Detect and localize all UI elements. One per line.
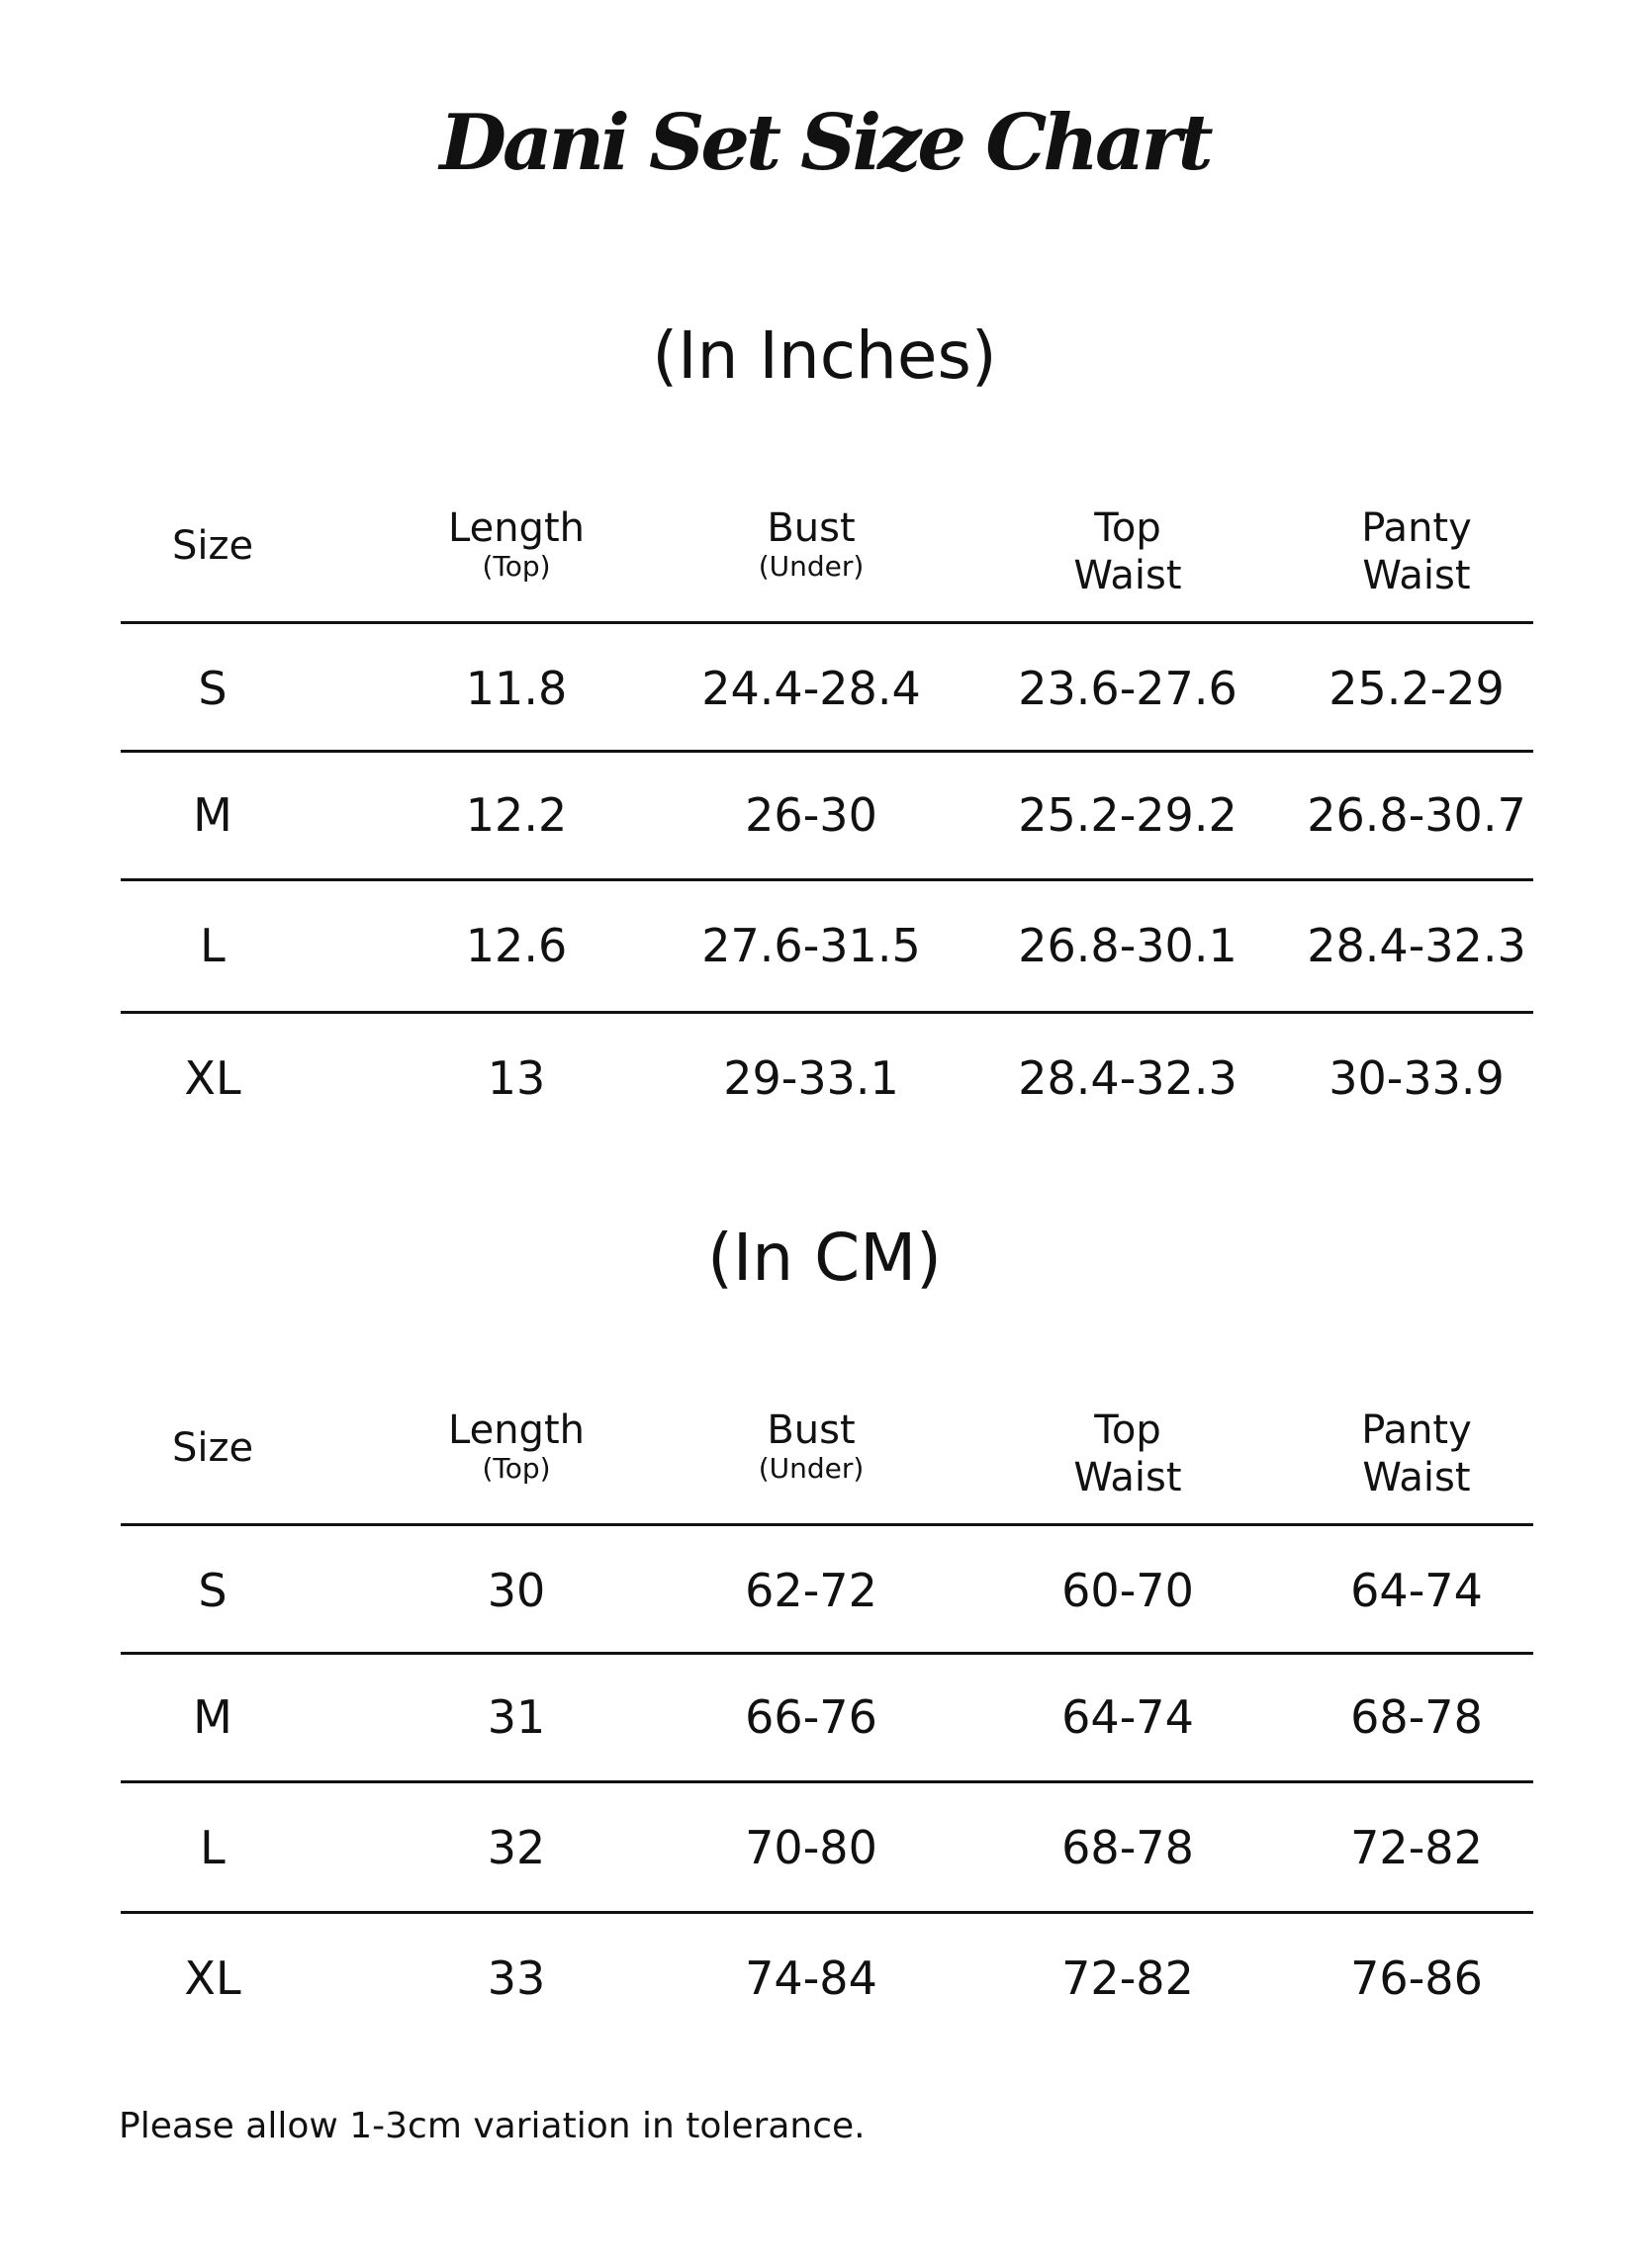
table-divider [121, 1523, 1533, 1526]
column-header-bust [759, 1406, 865, 1484]
inches-heading: (In Inches) [652, 318, 997, 394]
table-cell-bust: 62-72 [745, 1564, 877, 1617]
table-cell-bust: 26-30 [745, 788, 877, 842]
table-cell-top-waist: 23.6-27.6 [1018, 662, 1237, 715]
table-cell-size: XL [184, 1951, 241, 2005]
column-header-label: Size [171, 523, 254, 569]
table-cell-top-waist: 28.4-32.3 [1018, 1051, 1237, 1105]
column-header-label: Top Waist [1073, 505, 1182, 598]
tolerance-note: Please allow 1-3cm variation in tolerance. [119, 2106, 866, 2146]
table-cell-top-waist: 25.2-29.2 [1018, 788, 1237, 842]
table-divider [121, 1652, 1533, 1655]
column-header-label: Bust [767, 505, 856, 551]
column-header-bust [759, 504, 865, 582]
table-cell-size: S [198, 662, 228, 715]
table-cell-length: 33 [487, 1951, 546, 2005]
table-cell-length: 11.8 [465, 662, 568, 715]
table-cell-length: 13 [487, 1051, 546, 1105]
column-header-label: Panty Waist [1361, 1407, 1472, 1500]
table-cell-size: M [193, 788, 232, 842]
table-cell-bust: 70-80 [745, 1821, 877, 1874]
column-header-label: Length [448, 1407, 585, 1453]
table-cell-size: L [200, 919, 226, 972]
table-cell-top-waist: 72-82 [1061, 1951, 1194, 2005]
table-cell-panty-waist: 26.8-30.7 [1307, 788, 1526, 842]
table-divider [121, 621, 1533, 624]
table-cell-top-waist: 60-70 [1061, 1564, 1194, 1617]
table-cell-panty-waist: 64-74 [1350, 1564, 1483, 1617]
column-header-size [172, 1424, 253, 1472]
column-header-label: Bust [767, 1407, 856, 1453]
table-divider [121, 1011, 1533, 1014]
table-cell-bust: 66-76 [745, 1690, 877, 1744]
table-cell-panty-waist: 28.4-32.3 [1307, 919, 1526, 972]
table-cell-size: M [193, 1690, 232, 1744]
column-header-length [448, 1406, 585, 1484]
table-cell-top-waist: 64-74 [1061, 1690, 1194, 1744]
column-header-size [172, 522, 253, 570]
table-cell-bust: 27.6-31.5 [701, 919, 921, 972]
table-divider [121, 878, 1533, 881]
table-cell-top-waist: 68-78 [1061, 1821, 1194, 1874]
table-cell-length: 32 [487, 1821, 546, 1874]
page-title: Dani Set Size Chart [439, 98, 1210, 188]
column-header-panty-waist [1361, 504, 1472, 599]
table-cell-length: 31 [487, 1690, 546, 1744]
table-divider [121, 1911, 1533, 1914]
table-divider [121, 1780, 1533, 1783]
table-cell-length: 12.6 [465, 919, 568, 972]
table-cell-panty-waist: 25.2-29 [1328, 662, 1505, 715]
table-cell-bust: 74-84 [745, 1951, 877, 2005]
column-header-label: Panty Waist [1361, 505, 1472, 598]
cm-heading: (In CM) [707, 1220, 942, 1296]
table-cell-size: L [200, 1821, 226, 1874]
column-header-label: Size [171, 1425, 254, 1471]
table-divider [121, 750, 1533, 753]
column-header-top-waist [1073, 1406, 1181, 1501]
table-cell-bust: 29-33.1 [723, 1051, 899, 1105]
table-cell-panty-waist: 68-78 [1350, 1690, 1483, 1744]
column-header-label: Length [448, 505, 585, 551]
column-header-top-waist [1073, 504, 1181, 599]
column-header-sublabel: (Under) [758, 1452, 865, 1485]
table-cell-length: 12.2 [465, 788, 568, 842]
table-cell-panty-waist: 76-86 [1350, 1951, 1483, 2005]
column-header-label: Top Waist [1073, 1407, 1182, 1500]
column-header-sublabel: (Top) [482, 550, 551, 583]
table-cell-size: XL [184, 1051, 241, 1105]
table-cell-length: 30 [487, 1564, 546, 1617]
column-header-panty-waist [1361, 1406, 1472, 1501]
column-header-length [448, 504, 585, 582]
table-cell-bust: 24.4-28.4 [701, 662, 921, 715]
table-cell-panty-waist: 30-33.9 [1328, 1051, 1505, 1105]
table-cell-top-waist: 26.8-30.1 [1018, 919, 1237, 972]
table-cell-size: S [198, 1564, 228, 1617]
column-header-sublabel: (Top) [482, 1452, 551, 1485]
table-cell-panty-waist: 72-82 [1350, 1821, 1483, 1874]
column-header-sublabel: (Under) [758, 550, 865, 583]
